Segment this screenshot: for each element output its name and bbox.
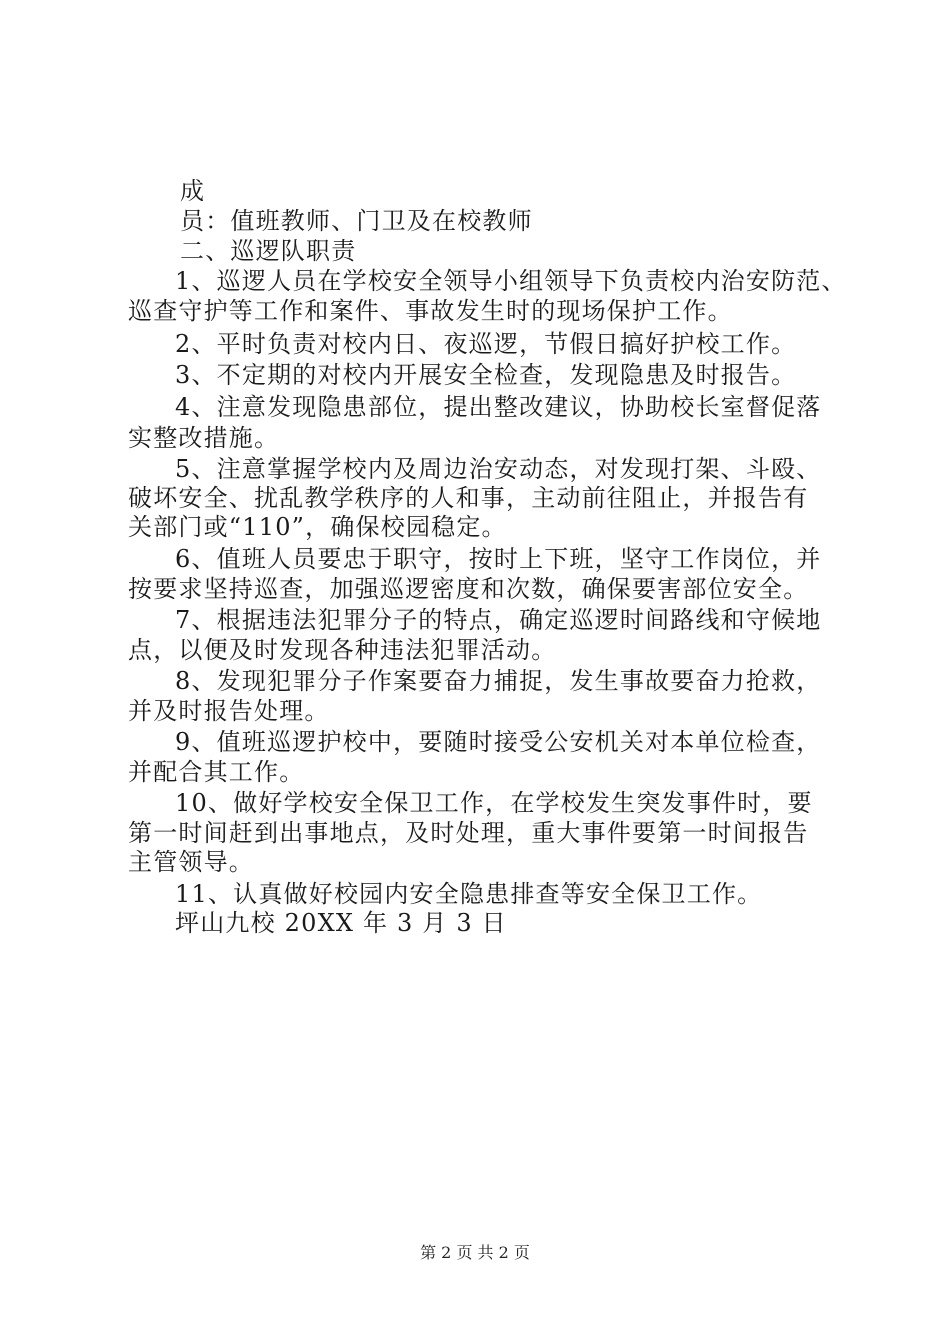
text-line: 2、平时负责对校内日、夜巡逻，节假日搞好护校工作。 [175, 330, 797, 358]
text-line: 并配合其工作。 [128, 758, 305, 786]
text-line: 3、不定期的对校内开展安全检查，发现隐患及时报告。 [175, 361, 797, 389]
text-line: 并及时报告处理。 [128, 697, 330, 725]
text-line: 5、注意掌握学校内及周边治安动态，对发现打架、斗殴、 [175, 455, 822, 483]
text-line: 点，以便及时发现各种违法犯罪活动。 [128, 636, 557, 664]
section-heading: 二、巡逻队职责 [180, 237, 357, 265]
text-line: 7、根据违法犯罪分子的特点，确定巡逻时间路线和守候地 [175, 606, 822, 634]
text-line: 1、巡逻人员在学校安全领导小组领导下负责校内治安防范、 [175, 267, 847, 295]
text-line: 9、值班巡逻护校中，要随时接受公安机关对本单位检查， [175, 728, 822, 756]
text-line: 6、值班人员要忠于职守，按时上下班，坚守工作岗位，并 [175, 545, 822, 573]
text-line: 主管领导。 [128, 848, 254, 876]
text-line: 4、注意发现隐患部位，提出整改建议，协助校长室督促落 [175, 393, 822, 421]
text-line: 11、认真做好校园内安全隐患排查等安全保卫工作。 [175, 880, 763, 908]
text-line: 破坏安全、扰乱教学秩序的人和事，主动前往阻止，并报告有 [128, 484, 809, 512]
text-line: 8、发现犯罪分子作案要奋力捕捉，发生事故要奋力抢救， [175, 667, 822, 695]
text-line: 实整改措施。 [128, 424, 280, 452]
text-line: 第一时间赶到出事地点，及时处理，重大事件要第一时间报告 [128, 819, 809, 847]
text-line: 关部门或“110”，确保校园稳定。 [128, 513, 507, 541]
text-line: 按要求坚持巡查，加强巡逻密度和次数，确保要害部位安全。 [128, 575, 809, 603]
page-number-footer: 第 2 页 共 2 页 [420, 1243, 530, 1262]
text-line: 10、做好学校安全保卫工作，在学校发生突发事件时，要 [175, 789, 813, 817]
signature-date: 坪山九校 20XX 年 3 月 3 日 [175, 909, 507, 937]
text-line: 巡查守护等工作和案件、事故发生时的现场保护工作。 [128, 297, 733, 325]
text-line: 员：值班教师、门卫及在校教师 [180, 207, 533, 235]
text-line: 成 [180, 177, 206, 205]
